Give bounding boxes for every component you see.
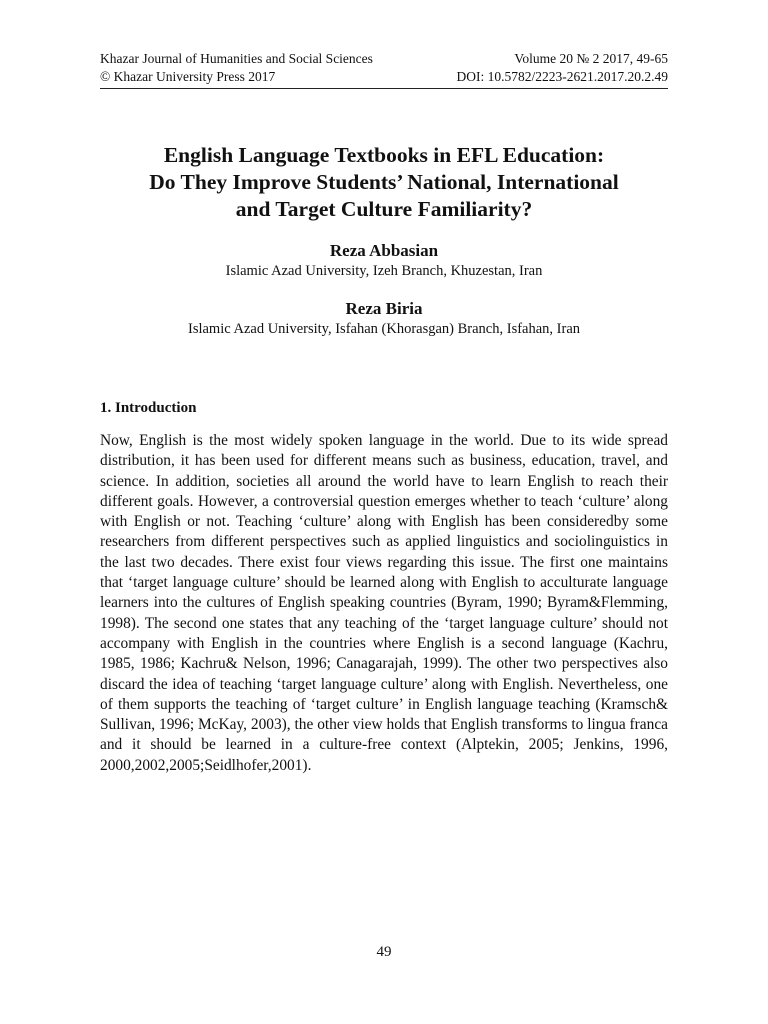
journal-name: Khazar Journal of Humanities and Social Sciences [100, 51, 373, 66]
body-paragraph: Now, English is the most widely spoken language in the world. Due to its wide spread distribution, it has been used for different means such as business, education, travel, and science. In addition, societies all around the world have to learn English to reach their different goals. However, a controversial question emerges whether to teach ‘culture’ along with English or not. Teaching ‘culture’ along with English has been consideredby some researchers from different perspectives such as applied linguistics and sociolinguistics in the last two decades. There exist four views regarding this issue. The first one maintains that ‘target language culture’ should be learned along with English to acculturate language learners into the cultures of English speaking countries (Byram, 1990; Byram&Flemming, 1998). The second one states that any teaching of the ‘target language culture’ should not accompany with English in the countries where English is a second language (Kachru, 1985, 1986; Kachru& Nelson, 1996; Canagarajah, 1999). The other two perspectives also discard the idea of teaching ‘target language culture’ along with English. Nevertheless, one of them supports the teaching of ‘target culture’ in English language teaching (Kramsch& Sullivan, 1996; McKay, 2003), the other view holds that English transforms to lingua franca and it should be learned in a culture-free context (Alptekin, 2005; Jenkins, 1996, 2000,2002,2005;Seidlhofer,2001). [100, 432, 668, 774]
author-affiliation: Islamic Azad University, Isfahan (Khorasgan) Branch, Isfahan, Iran [187, 321, 581, 337]
running-header [100, 50, 668, 86]
author-name: Reza Biria [345, 299, 423, 318]
author-affiliation: Islamic Azad University, Izeh Branch, Khuzestan, Iran [225, 263, 543, 279]
title-line-1: English Language Textbooks in EFL Education: [163, 143, 605, 167]
doi: DOI: 10.5782/2223-2621.2017.20.2.49 [456, 69, 668, 84]
section-heading: 1. Introduction [100, 400, 197, 416]
paper-title [80, 142, 688, 223]
header-row-bottom [100, 68, 668, 86]
volume-info: Volume 20 № 2 2017, 49-65 [514, 51, 668, 66]
title-line-3: and Target Culture Familiarity? [235, 197, 533, 221]
header-row-top [100, 50, 668, 68]
author-block-1 [80, 240, 688, 280]
author-name: Reza Abbasian [329, 241, 439, 260]
page-number: 49 [376, 944, 392, 960]
press-copyright: © Khazar University Press 2017 [100, 69, 276, 84]
title-line-2: Do They Improve Students’ National, International [149, 170, 619, 194]
author-block-2 [80, 298, 688, 338]
header-divider [100, 88, 668, 89]
